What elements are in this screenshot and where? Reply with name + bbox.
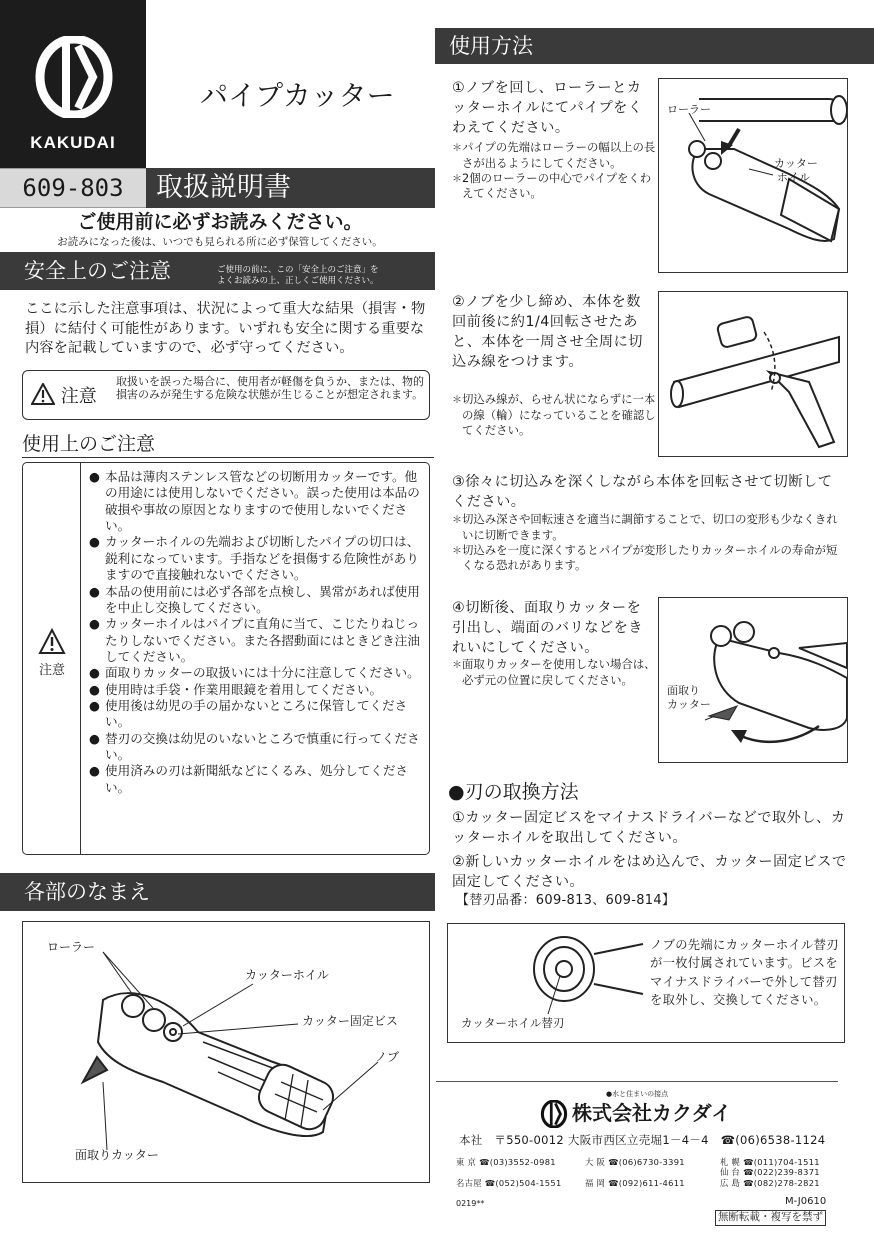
branch-nagoya: 名古屋 ☎(052)504-1551	[456, 1178, 562, 1188]
usage-precautions-title: 使用上のご注意	[22, 433, 156, 455]
parts-label-roller: ローラー	[47, 940, 96, 954]
parts-diagram	[22, 921, 430, 1183]
branch-tokyo: 東 京 ☎(03)3552-0981	[456, 1157, 556, 1167]
parts-label-cutter-wheel: カッターホイル	[245, 968, 329, 982]
caution-definition-box	[22, 370, 430, 420]
parts-label-fixing-screw: カッター固定ビス	[302, 1014, 398, 1028]
replace-step-2: ②新しいカッターホイルをはめ込んで、カッター固定ビスで固定してください。	[452, 854, 847, 891]
replace-instructions: ノブの先端にカッターホイル替刃が一枚付属されています。ビスをマイナスドライバーで外して替刃を取外し、交換してください。	[650, 938, 839, 1008]
document-type: 取扱説明書	[146, 168, 435, 208]
list-item: ● 使用後は幼児の手の届かないところに保管してください。	[89, 698, 425, 731]
replace-step-1: ①カッター固定ビスをマイナスドライバーなどで取外し、カッターホイルを取出してください。	[452, 810, 846, 847]
list-item: ● 使用時は手袋・作業用眼鏡を着用してください。	[89, 682, 425, 698]
safety-subtitle	[217, 265, 379, 287]
caution-label: 注意	[60, 386, 97, 407]
list-item: ● 替刃の交換は幼児のいないところで慎重に行ってください。	[89, 731, 425, 764]
step-2-notes	[452, 392, 657, 438]
note: ＊ 2個のローラーの中心でパイプをくわえてください。	[452, 171, 657, 202]
brand-name: KAKUDAI	[30, 133, 116, 152]
step-4: ④切断後、面取りカッターを引出し、端面のバリなどをきれいにしてください。	[452, 600, 643, 657]
fig1-label-wheel-2: ホイル	[777, 171, 810, 184]
parts-title: 各部のなまえ	[24, 880, 150, 904]
caution-text: 取扱いを誤った場合に、使用者が軽傷を負うか、または、物的損害のみが発生する危険な状態が生じることが想定されます。	[116, 375, 424, 402]
usage-precautions-box	[22, 462, 430, 855]
company-logo	[540, 1090, 770, 1130]
product-code: 609-803	[0, 168, 146, 208]
step-1-notes	[452, 140, 657, 202]
brand-block	[0, 0, 146, 168]
list-item: ● 面取りカッターの取扱いには十分に注意してください。	[89, 665, 425, 681]
fig4-label-2: カッター	[667, 698, 711, 711]
keep-notice: お読みになった後は、いつでも見られる所に必ず保管してください。	[57, 236, 383, 248]
safety-subtitle-line2: よくお読みの上、正しくご使用ください。	[217, 276, 379, 287]
parts-section-header	[0, 873, 435, 911]
safety-title: 安全上のご注意	[24, 259, 171, 283]
product-title: パイプカッター	[200, 79, 395, 112]
branch-fukuoka: 福 岡 ☎(092)611-4611	[585, 1178, 685, 1188]
branch-sapporo: 札 幌 ☎(011)704-1511	[720, 1157, 820, 1167]
parts-label-chamfer: 面取りカッター	[75, 1148, 159, 1162]
hq-address: 本社 〒550-0012 大阪市西区立売堀1－4－4 ☎(06)6538-1124	[459, 1133, 826, 1147]
company-name: 株式会社カクダイ	[572, 1101, 732, 1125]
warning-triangle-icon	[38, 628, 66, 656]
kakudai-logo-icon	[33, 36, 115, 118]
note: ＊ パイプの先端はローラーの幅以上の長さが出るようにしてください。	[452, 140, 657, 171]
list-item: ● 使用済みの刃は新聞紙などにくるみ、処分してください。	[89, 763, 425, 796]
fig1-label-wheel-1: カッター	[774, 157, 818, 170]
fig1-label-roller: ローラー	[667, 103, 711, 116]
branch-hiroshima: 広 島 ☎(082)278-2821	[720, 1178, 820, 1188]
note: ＊ 切込みを一度に深くするとパイプが変形したりカッターホイルの寿命が短くなる恐れがあります。	[452, 543, 847, 574]
howto-title: 使用方法	[449, 34, 533, 58]
spare-part-code: 【替刃品番：609-813、609-814】	[456, 893, 676, 908]
fig4-label-1: 面取り	[667, 684, 700, 697]
pipe-cutter-illustration	[23, 922, 429, 1182]
document-code: M-J0610	[785, 1196, 827, 1207]
step-4-figure	[658, 597, 848, 763]
print-code: 0219**	[456, 1199, 485, 1208]
company-tagline: ●水と住まいの接点	[606, 1090, 669, 1098]
replace-title: ●刃の取換方法	[448, 781, 579, 803]
step-3: ③徐々に切込みを深くしながら本体を回転させて切断してください。	[452, 474, 833, 511]
howto-section-header	[435, 28, 874, 64]
usage-list	[89, 469, 425, 796]
score-line-illustration	[659, 292, 847, 456]
step-2: ②ノブを少し締め、本体を数回前後に約1/4回転させたあと、本体を一周させ全周に切込み線をつけます。	[452, 294, 643, 371]
divider	[436, 1081, 838, 1082]
safety-subtitle-line1: ご使用の前に、この「安全上のご注意」を	[217, 265, 379, 275]
list-item: ● カッターホイルはパイプに直角に当て、こじたりねじったりしないでください。また各摺動面にはときどき注油してください。	[89, 616, 425, 665]
deburr-illustration	[659, 598, 847, 762]
copyright-notice: 無断転載・複写を禁ず	[715, 1210, 826, 1226]
branch-sendai: 仙 台 ☎(022)239-8371	[720, 1167, 820, 1177]
list-item: ● カッターホイルの先端および切断したパイプの切口は、鋭利になっています。手指などを損傷する危険性がありますので直接触れないでください。	[89, 534, 425, 583]
step-2-figure	[658, 291, 848, 457]
step-1-figure	[658, 78, 848, 273]
must-read-notice: ご使用前に必ずお読みください。	[77, 211, 363, 233]
branch-osaka: 大 阪 ☎(06)6730-3391	[585, 1157, 685, 1167]
safety-section-header	[0, 252, 435, 290]
step-1: ①ノブを回し、ローラーとカッターホイルにてパイプをくわえてください。	[452, 80, 643, 137]
usage-side-label: 注意	[38, 663, 65, 678]
kakudai-logo-icon	[540, 1100, 568, 1128]
safety-intro: ここに示した注意事項は、状況によって重大な結果（損害・物損）に結付く可能性があります。いずれも安全に関する重要な内容を記載していますので、必ず守ってください。	[25, 301, 426, 357]
note: ＊ 面取りカッターを使用しない場合は、必ず元の位置に戻してください。	[452, 657, 657, 688]
list-item: ● 本品は薄肉ステンレス管などの切断用カッターです。他の用途には使用しないでください。誤った使用は本品の破損や事故の原因となりますので使用しないでください。	[89, 469, 425, 534]
divider	[22, 457, 434, 458]
warning-triangle-icon	[31, 383, 55, 405]
step-4-notes	[452, 657, 657, 688]
usage-side-column	[23, 463, 81, 854]
parts-label-knob: ノブ	[375, 1050, 400, 1064]
step-3-notes	[452, 512, 847, 574]
list-item: ● 本品の使用前には必ず各部を点検し、異常があれば使用を中止し交換してください。	[89, 584, 425, 617]
replace-fig-label: カッターホイル替刃	[461, 1016, 565, 1030]
note: ＊ 切込み深さや回転速さを適当に調節することで、切口の変形も少なくきれいに切断できます。	[452, 512, 847, 543]
note: ＊ 切込み線が、らせん状にならずに一本の線（輪）になっていることを確認してください。	[452, 392, 657, 438]
caution-label-group	[31, 383, 97, 408]
